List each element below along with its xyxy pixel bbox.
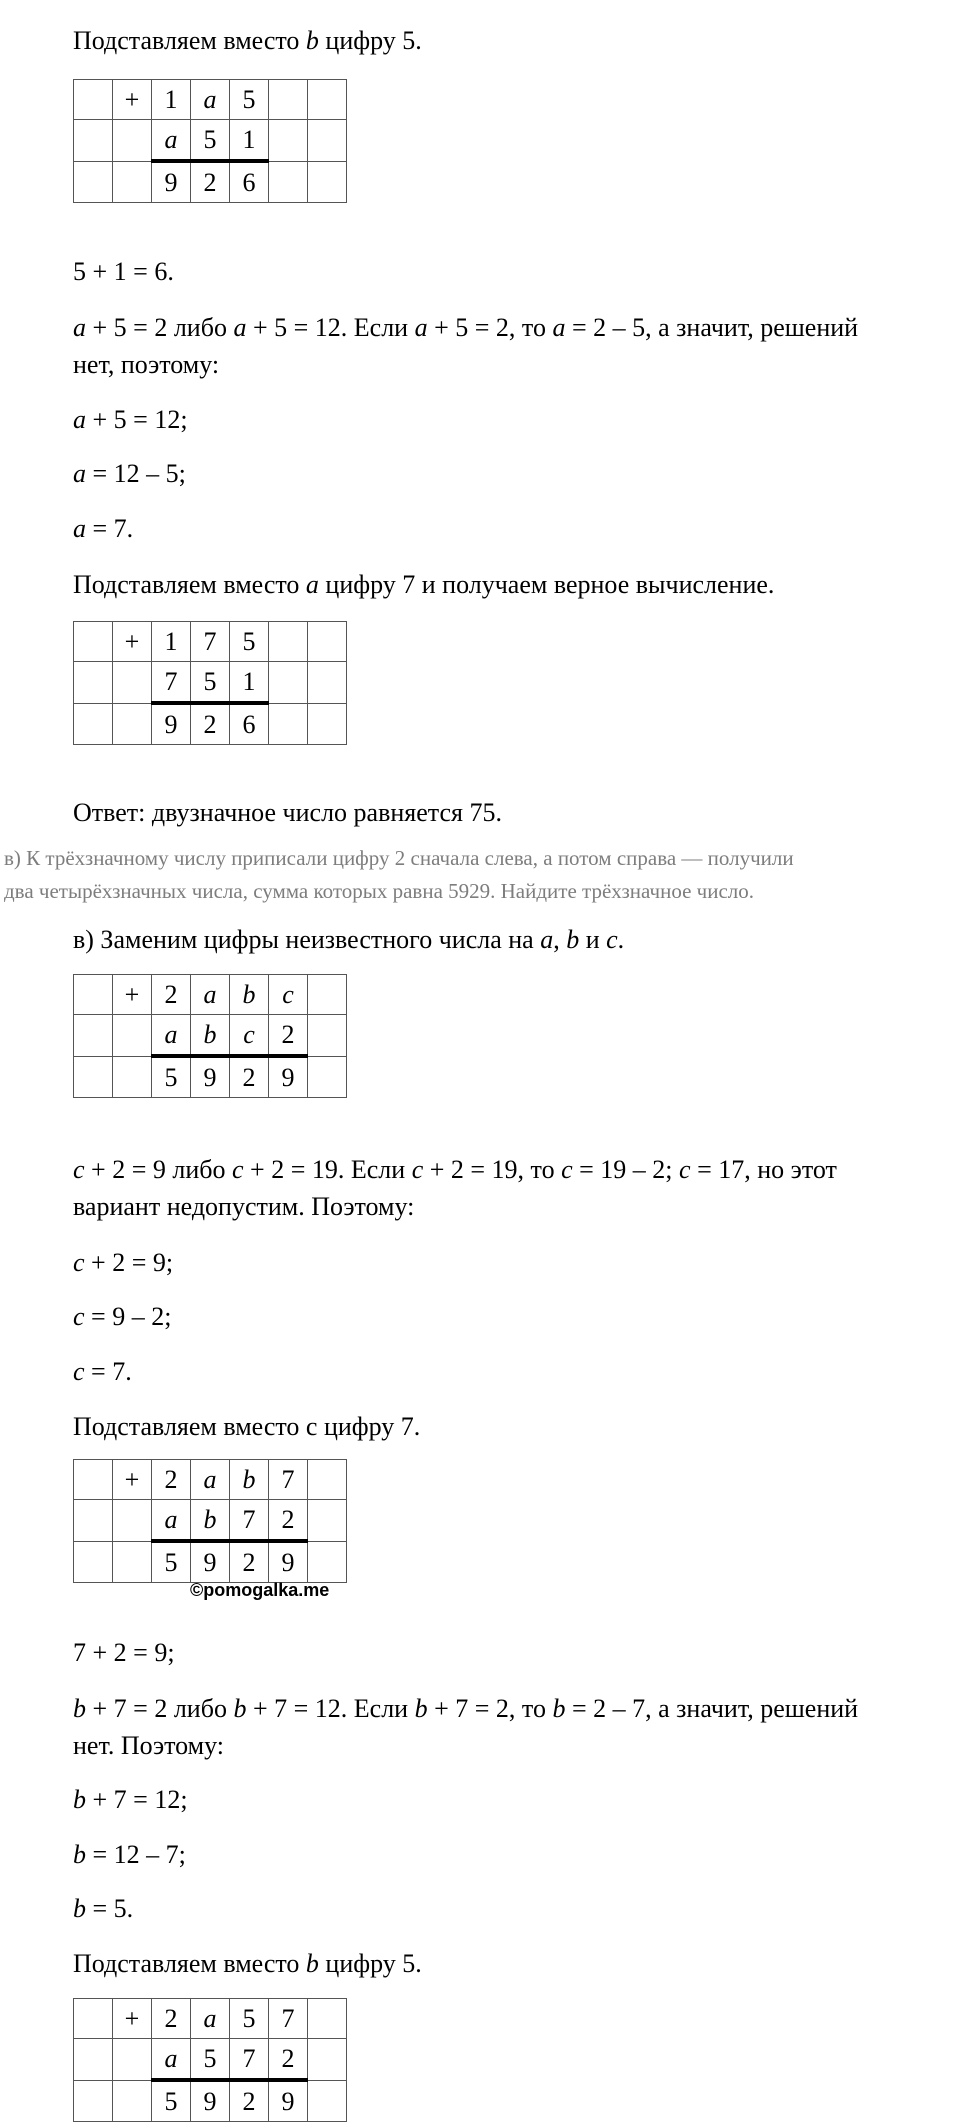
text-segment: + 2 = 9; [84,1248,174,1277]
grid-cell: 5 [152,1541,191,1583]
grid-cell [308,2080,347,2122]
grid-cell: 5 [191,120,230,162]
variable: a [233,313,247,342]
grid-cell [308,1999,347,2039]
text-segment: + 7 = 12; [86,1785,188,1814]
addition-grid [73,621,347,745]
variable: a [414,313,428,342]
grid-cell [74,1015,113,1057]
grid-cell: 5 [230,1999,269,2039]
variable: c [606,925,618,954]
grid-cell: a [152,120,191,162]
grid-cell: 2 [191,703,230,745]
text-line [73,1409,420,1445]
text-line [73,310,858,346]
grid-cell [74,80,113,120]
text-line [73,567,774,603]
text-segment: + 7 = 2 либо [86,1694,234,1723]
grid-cell: b [230,1460,269,1500]
text-line [73,1245,173,1281]
variable: c [73,1155,85,1184]
grid-cell [269,161,308,203]
grid-cell: 9 [269,1056,308,1098]
grid-cell [74,1541,113,1583]
grid-cell [308,120,347,162]
grid-cell: c [269,975,308,1015]
grid-cell [74,1500,113,1542]
grid-cell: + [113,622,152,662]
grid-cell: 7 [269,1460,308,1500]
grid-row [74,622,347,662]
text-line [73,1946,422,1982]
task-statement-line: два четырёхзначных числа, сумма которых равна 5929. Найдите трёхзначное число. [4,879,755,903]
grid-row [74,2039,347,2081]
grid-cell [74,1460,113,1500]
addition-grid [73,1998,347,2122]
grid-cell [74,622,113,662]
text-line [73,1782,188,1818]
grid-cell: 7 [230,1500,269,1542]
grid-cell: 6 [230,161,269,203]
text-segment: + 5 = 12; [86,405,188,434]
grid-cell: b [230,975,269,1015]
text-line [73,347,219,383]
text-line [73,1837,186,1873]
text-segment: + 5 = 12. Если [246,313,415,342]
text-segment: + 5 = 2, то [427,313,553,342]
variable: b [305,26,319,55]
grid-cell [74,161,113,203]
grid-cell: 9 [269,1541,308,1583]
grid-cell: 2 [230,1056,269,1098]
grid-cell: 7 [191,622,230,662]
grid-cell: 2 [152,975,191,1015]
text-line [73,456,186,492]
grid-cell [113,1015,152,1057]
text-segment: + 5 = 2 либо [86,313,234,342]
grid-cell: + [113,80,152,120]
addition-grid [73,974,347,1098]
text-line [73,922,624,958]
grid-cell: 9 [152,161,191,203]
variable: c [73,1357,85,1386]
grid-row [74,1999,347,2039]
text-segment: + 7 = 2, то [427,1694,553,1723]
watermark: ©pomogalka.me [190,1580,330,1600]
text-line [73,1891,133,1927]
grid-cell [74,703,113,745]
grid-cell: a [152,1015,191,1057]
variable: b [305,1949,319,1978]
text-segment: цифру 5. [318,26,422,55]
text-segment: цифру 7 и получаем верное вычисление. [318,570,775,599]
variable: a [540,925,554,954]
grid-cell [308,703,347,745]
text-segment: = 9 – 2; [84,1302,172,1331]
grid-cell: 9 [269,2080,308,2122]
text-line [73,1728,224,1764]
grid-cell [74,1999,113,2039]
text-line [73,1299,171,1335]
grid-cell [269,120,308,162]
grid-row [74,120,347,162]
text-segment: = 12 – 5; [86,459,186,488]
grid-cell: 5 [152,2080,191,2122]
grid-cell: 2 [269,2039,308,2081]
addition-grid [73,1459,347,1583]
text-segment: + 7 = 12. Если [246,1694,415,1723]
text-segment: . [617,925,625,954]
text-segment: + 2 = 9 либо [84,1155,232,1184]
grid-cell: a [191,975,230,1015]
grid-row [74,1056,347,1098]
grid-row [74,2080,347,2122]
variable: b [73,1894,86,1923]
text-line [73,1691,858,1727]
grid-cell [74,2080,113,2122]
variable: b [566,925,580,954]
grid-cell: a [191,1460,230,1500]
grid-cell: 1 [230,662,269,704]
variable: c [561,1155,573,1184]
variable: a [73,459,86,488]
grid-cell: b [191,1500,230,1542]
grid-cell: a [191,1999,230,2039]
text-segment: = 19 – 2; [572,1155,680,1184]
grid-cell: 5 [191,2039,230,2081]
grid-cell [113,662,152,704]
grid-cell: 5 [230,80,269,120]
grid-row [74,975,347,1015]
grid-cell [113,1056,152,1098]
text-segment: = 7. [84,1357,132,1386]
variable: c [232,1155,244,1184]
variable: b [73,1785,86,1814]
grid-cell: 6 [230,703,269,745]
text-segment: нет, поэтому: [73,350,220,379]
grid-cell: a [191,80,230,120]
grid-cell: 5 [230,622,269,662]
grid-cell: 5 [152,1056,191,1098]
text-segment: нет. Поэтому: [73,1731,224,1760]
text-segment: цифру 5. [318,1949,422,1978]
text-segment: Подставляем вместо [73,26,306,55]
text-segment: Подставляем вместо с цифру 7. [73,1412,421,1441]
grid-cell [74,2039,113,2081]
variable: b [414,1694,428,1723]
text-segment: = 12 – 7; [86,1840,186,1869]
grid-cell [74,662,113,704]
variable: a [73,405,86,434]
grid-cell [308,1015,347,1057]
text-segment: , [553,925,567,954]
grid-cell [113,703,152,745]
variable: a [73,514,86,543]
grid-row [74,662,347,704]
variable: b [233,1694,247,1723]
grid-cell [269,80,308,120]
text-line [73,1189,414,1225]
grid-cell: b [191,1015,230,1057]
text-line [73,254,174,290]
text-line [73,1354,132,1390]
text-segment: Ответ: двузначное число равняется 75. [73,798,502,827]
variable: b [73,1694,86,1723]
text-line [73,1152,837,1188]
grid-cell: + [113,975,152,1015]
variable: c [411,1155,424,1184]
text-segment: = 5. [86,1894,134,1923]
grid-cell: 1 [230,120,269,162]
variable: c [679,1155,691,1184]
grid-cell: 2 [191,161,230,203]
grid-cell [308,1056,347,1098]
grid-cell: 9 [191,2080,230,2122]
grid-cell: 2 [152,1999,191,2039]
grid-cell: 5 [191,662,230,704]
text-segment: 7 + 2 = 9; [73,1638,175,1667]
grid-cell [308,1460,347,1500]
grid-cell [308,2039,347,2081]
text-line [73,402,188,438]
text-segment: Подставляем вместо [73,570,306,599]
grid-row [74,703,347,745]
grid-row [74,1460,347,1500]
grid-cell: 1 [152,80,191,120]
grid-cell [308,80,347,120]
grid-cell [269,703,308,745]
grid-cell: 9 [191,1541,230,1583]
addition-grid [73,79,347,203]
grid-cell: 9 [191,1056,230,1098]
text-segment: и [579,925,607,954]
variable: b [73,1840,86,1869]
variable: b [552,1694,566,1723]
text-line [73,795,502,831]
grid-cell [74,120,113,162]
grid-cell [269,662,308,704]
variable: a [305,570,319,599]
grid-cell: a [152,2039,191,2081]
grid-cell [308,1541,347,1583]
text-segment: = 2 – 5, а значит, решений [565,313,859,342]
grid-cell [113,2039,152,2081]
text-segment: = 7. [86,514,134,543]
grid-cell [308,161,347,203]
text-segment: в) Заменим цифры неизвестного числа на [73,925,541,954]
grid-cell: 1 [152,622,191,662]
grid-cell [113,120,152,162]
grid-cell: + [113,1460,152,1500]
text-line [73,1635,175,1671]
grid-cell [269,622,308,662]
grid-row [74,1015,347,1057]
grid-cell: 2 [152,1460,191,1500]
grid-cell: 7 [269,1999,308,2039]
variable: a [73,313,86,342]
grid-cell [113,161,152,203]
text-segment: = 2 – 7, а значит, решений [565,1694,859,1723]
grid-cell: a [152,1500,191,1542]
grid-row [74,161,347,203]
grid-cell [113,1541,152,1583]
grid-cell [113,1500,152,1542]
variable: a [552,313,566,342]
task-statement-line: в) К трёхзначному числу приписали цифру 2 сначала слева, а потом справа — получили [4,846,794,870]
grid-cell [308,662,347,704]
grid-cell: 2 [269,1015,308,1057]
grid-cell: 2 [269,1500,308,1542]
text-line [73,23,422,59]
grid-cell: 7 [152,662,191,704]
text-segment: вариант недопустим. Поэтому: [73,1192,415,1221]
grid-cell: 7 [230,2039,269,2081]
grid-cell [74,975,113,1015]
text-segment: + 2 = 19. Если [243,1155,412,1184]
text-line [73,511,133,547]
grid-cell: 2 [230,2080,269,2122]
variable: c [73,1248,85,1277]
grid-cell [113,2080,152,2122]
grid-cell: 2 [230,1541,269,1583]
grid-cell [74,1056,113,1098]
text-segment: = 17, но этот [690,1155,837,1184]
text-segment: + 2 = 19, то [423,1155,562,1184]
grid-cell: + [113,1999,152,2039]
text-segment: 5 + 1 = 6. [73,257,174,286]
grid-cell [308,975,347,1015]
grid-row [74,1500,347,1542]
grid-cell: c [230,1015,269,1057]
variable: c [73,1302,85,1331]
grid-cell [308,622,347,662]
grid-cell: 9 [152,703,191,745]
grid-cell [308,1500,347,1542]
text-segment: Подставляем вместо [73,1949,306,1978]
grid-row [74,80,347,120]
grid-row [74,1541,347,1583]
